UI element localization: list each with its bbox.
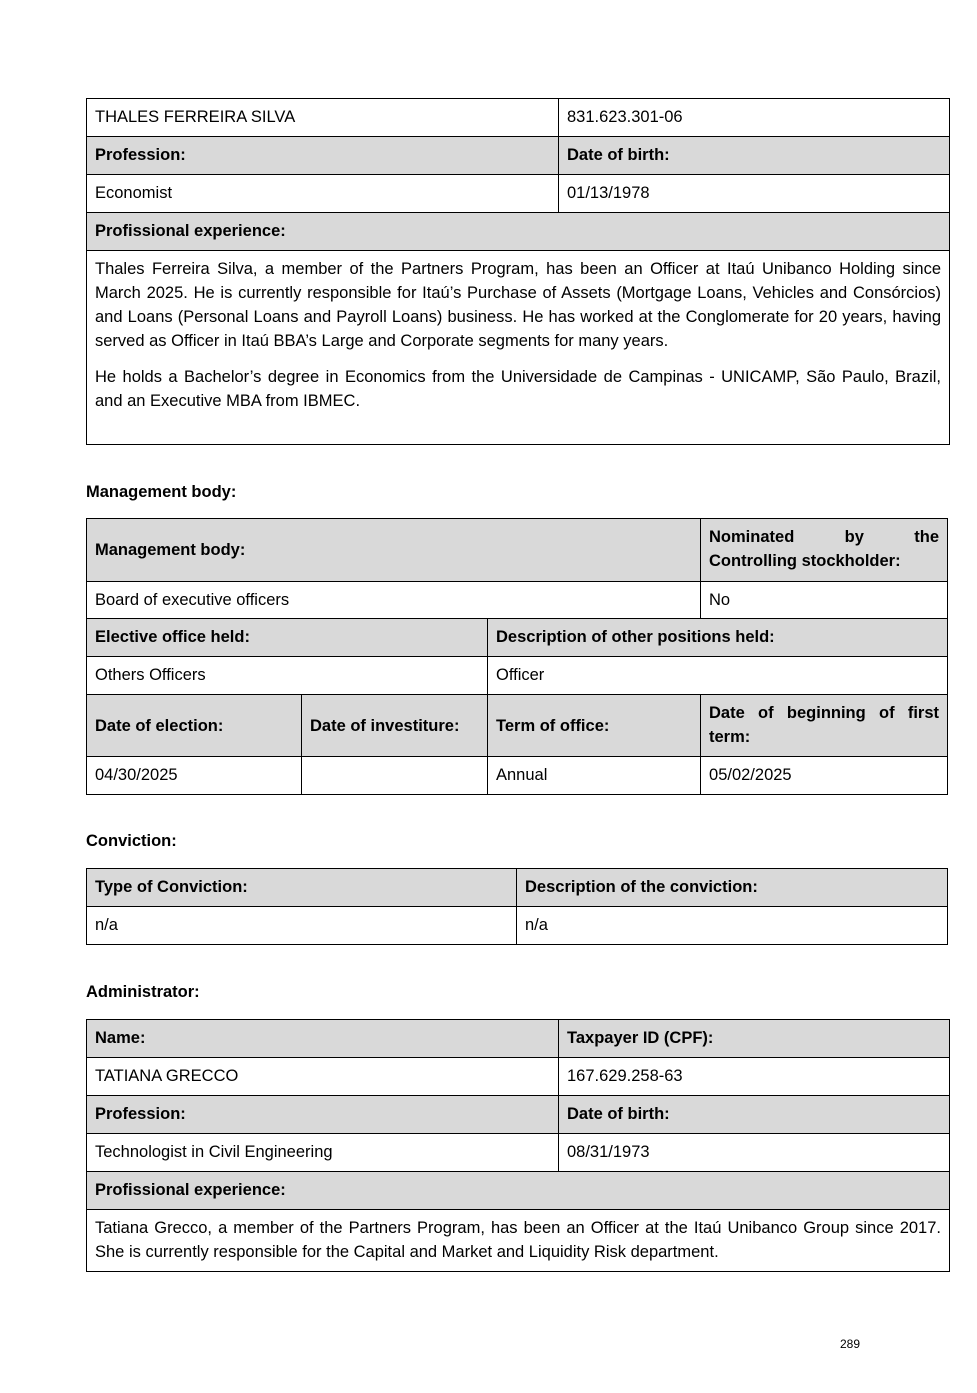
investiture-date-value	[302, 757, 488, 795]
admin-experience-label: Profissional experience:	[87, 1172, 950, 1210]
person1-table	[86, 98, 950, 445]
other-positions-value: Officer	[488, 657, 948, 695]
term-value: Annual	[488, 757, 701, 795]
person1-experience	[87, 251, 950, 445]
nominated-value: No	[701, 582, 948, 619]
administrator-table	[86, 1019, 950, 1272]
election-date-label: Date of election:	[87, 695, 302, 757]
admin-profession-label: Profession:	[87, 1096, 559, 1134]
conviction-type-value: n/a	[87, 907, 517, 945]
elective-office-label: Elective office held:	[87, 619, 488, 657]
admin-dob-label: Date of birth:	[559, 1096, 950, 1134]
elective-office-value: Others Officers	[87, 657, 488, 695]
first-term-label: Date of beginning of first term:	[701, 695, 948, 757]
conviction-type-label: Type of Conviction:	[87, 869, 517, 907]
admin-cpf: 167.629.258-63	[559, 1058, 950, 1096]
first-term-value: 05/02/2025	[701, 757, 948, 795]
admin-experience: Tatiana Grecco, a member of the Partners Program, has been an Officer at the Itaú Unibanco Group since 2017. She is currently responsible for the Capital and Market and Liquidity Risk department.	[87, 1210, 950, 1272]
management-section-title: Management body:	[86, 483, 237, 501]
person1-experience-p2: He holds a Bachelor’s degree in Economics from the Universidade de Campinas - UNICAMP, São Paulo, Brazil, and an Executive MBA from IBMEC.	[95, 368, 941, 410]
management-body-value: Board of executive officers	[87, 582, 701, 619]
person1-profession: Economist	[87, 175, 559, 213]
admin-name: TATIANA GRECCO	[87, 1058, 559, 1096]
admin-dob: 08/31/1973	[559, 1134, 950, 1172]
election-date-value: 04/30/2025	[87, 757, 302, 795]
page-number: 289	[840, 1337, 861, 1351]
admin-cpf-label: Taxpayer ID (CPF):	[559, 1020, 950, 1058]
person1-experience-p1: Thales Ferreira Silva, a member of the Partners Program, has been an Officer at Itaú Unibanco Holding since March 2025. He is currently responsible for Itaú’s Purchase of Assets (Mortgage Loans, Vehicles and Consórcios) and Loans (Personal Loans and Payroll Loans) business. He has worked at the Conglomerate for 20 years, having served as Officer in Itaú BBA’s Large and Corporate segments for many years.	[95, 260, 941, 350]
person1-name: THALES FERREIRA SILVA	[87, 99, 559, 137]
other-positions-label: Description of other positions held:	[488, 619, 948, 657]
admin-profession: Technologist in Civil Engineering	[87, 1134, 559, 1172]
conviction-description-value: n/a	[517, 907, 948, 945]
person1-cpf: 831.623.301-06	[559, 99, 950, 137]
experience-label: Profissional experience:	[87, 213, 950, 251]
dob-label: Date of birth:	[559, 137, 950, 175]
profession-label: Profession:	[87, 137, 559, 175]
nominated-label: Nominated by the Controlling stockholder:	[701, 519, 948, 582]
conviction-table	[86, 868, 948, 945]
administrator-section-title: Administrator:	[86, 983, 200, 1001]
person1-dob: 01/13/1978	[559, 175, 950, 213]
management-table	[86, 518, 948, 795]
investiture-date-label: Date of investiture:	[302, 695, 488, 757]
management-body-label: Management body:	[87, 519, 701, 582]
term-label: Term of office:	[488, 695, 701, 757]
admin-name-label: Name:	[87, 1020, 559, 1058]
conviction-description-label: Description of the conviction:	[517, 869, 948, 907]
conviction-section-title: Conviction:	[86, 832, 177, 850]
